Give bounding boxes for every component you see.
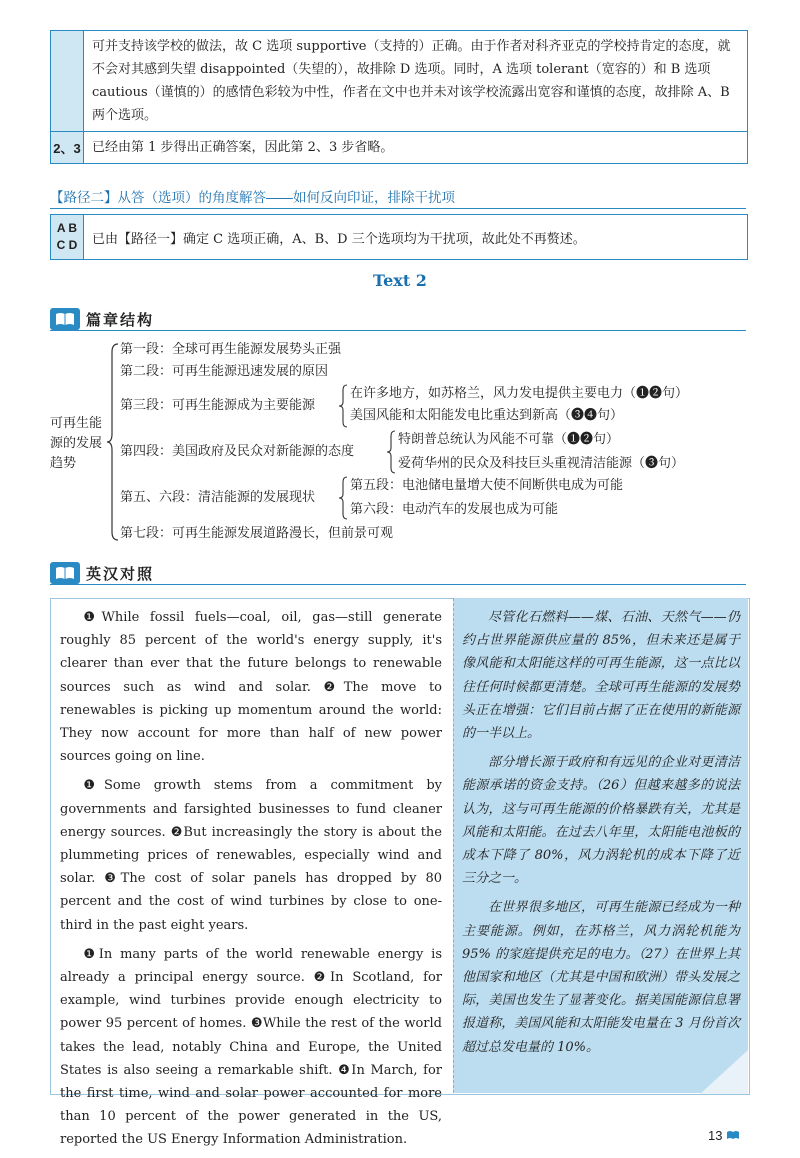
root-brace [106,342,120,542]
analysis-row-label: 2、3 [51,132,84,163]
route-two-text: 已由【路径一】确定 C 选项正确，A、B、D 三个选项均为干扰项，故此处不再赘述。 [92,231,586,247]
structure-header [50,308,746,331]
text2-title: Text 2 [373,271,427,290]
structure-p1: 第一段：全球可再生能源发展势头正强 [120,342,342,357]
english-column [60,606,442,1158]
route-two-label-top: A B [56,221,78,235]
english-paragraph: ❶Some growth stems from a commitment by governments and farsighted businesses to fund cleaner energy sources. ❷But increasingly the story is about the plummeting prices of renewables, especially wind and solar. ❸The cost of solar panels has dropped by 80 percent and the cost of wind turbines by close to one-third in the past eight years. [60,778,442,933]
p56-brace [338,476,348,520]
structure-p3a: 在许多地方，如苏格兰，风力发电提供主要电力（❶❷句） [350,386,689,401]
book-icon [50,308,80,330]
analysis-row [51,131,747,163]
structure-p7: 第七段：可再生能源发展道路漫长，但前景可观 [120,526,394,541]
structure-p3: 第三段：可再生能源成为主要能源 [120,398,316,413]
chinese-paragraph: 部分增长源于政府和有远见的企业对更清洁能源承诺的资金支持。（26）但越来越多的说法认为，这与可再生能源的价格暴跌有关，尤其是风能和太阳能。在过去八年里，太阳能电池板的成本下降了 80%，风力涡轮机的成本下降了近三分之一。 [462,755,740,887]
english-paragraph: ❶While fossil fuels—coal, oil, gas—still generate roughly 85 percent of the world's energy supply, it's clearer than ever that the future belongs to renewable sources such as wind and solar. ❷The move to renewables is picking up momentum around the world: They now account for more than half of new power sources going on line. [60,610,442,765]
route-two-heading: 【路径二】从答（选项）的角度解答——如何反向印证，排除干扰项 [50,186,746,209]
p4-brace [386,430,396,474]
structure-p3b: 美国风能和太阳能发电比重达到新高（❸❹句） [350,408,624,423]
chinese-column [462,606,740,1065]
analysis-table [50,30,748,164]
bilingual-header [50,562,746,585]
page-number-text: 13 [708,1128,723,1143]
structure-root: 可再生能源的发展趋势 [50,416,103,471]
structure-p4a: 特朗普总统认为风能不可靠（❶❷句） [398,432,620,447]
structure-p5: 第五段：电池储电量增大使不间断供电成为可能 [350,478,624,493]
english-paragraph: ❶In many parts of the world renewable energy is already a principal energy source. ❷In Scotland, for example, wind turbines provide enough electricity to power 95 percent of homes. ❸While the rest of the world takes the lead, notably China and Europe, the United States is also seeing a remarkable shift. ❹In March, for the first time, wind and solar power accounted for more than 10 percent of the power generated in the US, reported the US Energy Information Administration. [60,946,442,1148]
analysis-row-text: 可并支持该学校的做法，故 C 选项 supportive（支持的）正确。由于作者对科齐亚克的学校持肯定的态度，就不会对其感到失望 disappointed（失望的），故排除 D 选项。同时，A 选项 tolerant（宽容的）和 B 选项 cautious（谨慎的）的感情色彩较为中性，作者在文中也并未对该学校流露出宽容和谨慎的态度，故排除 A、B 两个选项。 [92,39,731,123]
route-two-table [50,214,748,260]
structure-tree [50,338,750,548]
structure-p4: 第四段：美国政府及民众对新能源的态度 [120,444,355,459]
structure-p56: 第五、六段：清洁能源的发展现状 [120,490,316,505]
page-curl [700,1050,748,1094]
p3-brace [338,384,348,428]
page-book-icon [726,1130,740,1140]
book-icon [50,562,80,584]
structure-title: 篇章结构 [86,312,155,329]
analysis-row-text: 已经由第 1 步得出正确答案，因此第 2、3 步省略。 [92,140,394,155]
structure-p2: 第二段：可再生能源迅速发展的原因 [120,364,329,379]
chinese-paragraph: 在世界很多地区，可再生能源已经成为一种主要能源。例如，在苏格兰，风力涡轮机能为 95% 的家庭提供充足的电力。（27）在世界上其他国家和地区（尤其是中国和欧洲）带头发展之际，美国也发生了显著变化。据美国能源信息署报道称，美国风能和太阳能发电量在 3 月份首次超过总发电量的 10%。 [462,900,740,1055]
analysis-row-label [51,31,84,131]
page-number [708,1128,740,1143]
route-two-label [51,215,84,259]
structure-p4b: 爱荷华州的民众及科技巨头重视清洁能源（❸句） [398,456,685,471]
structure-p6: 第六段：电动汽车的发展也成为可能 [350,502,559,517]
analysis-row [51,31,747,131]
bilingual-title: 英汉对照 [86,566,155,583]
route-two-label-bottom: C D [56,238,78,252]
chinese-paragraph: 尽管化石燃料——煤、石油、天然气——仍约占世界能源供应量的 85%，但未来还是属于像风能和太阳能这样的可再生能源，这一点比以往任何时候都更清楚。全球可再生能源的发展势头正在增强：它们目前占据了正在使用的新能源的一半以上。 [462,610,740,742]
